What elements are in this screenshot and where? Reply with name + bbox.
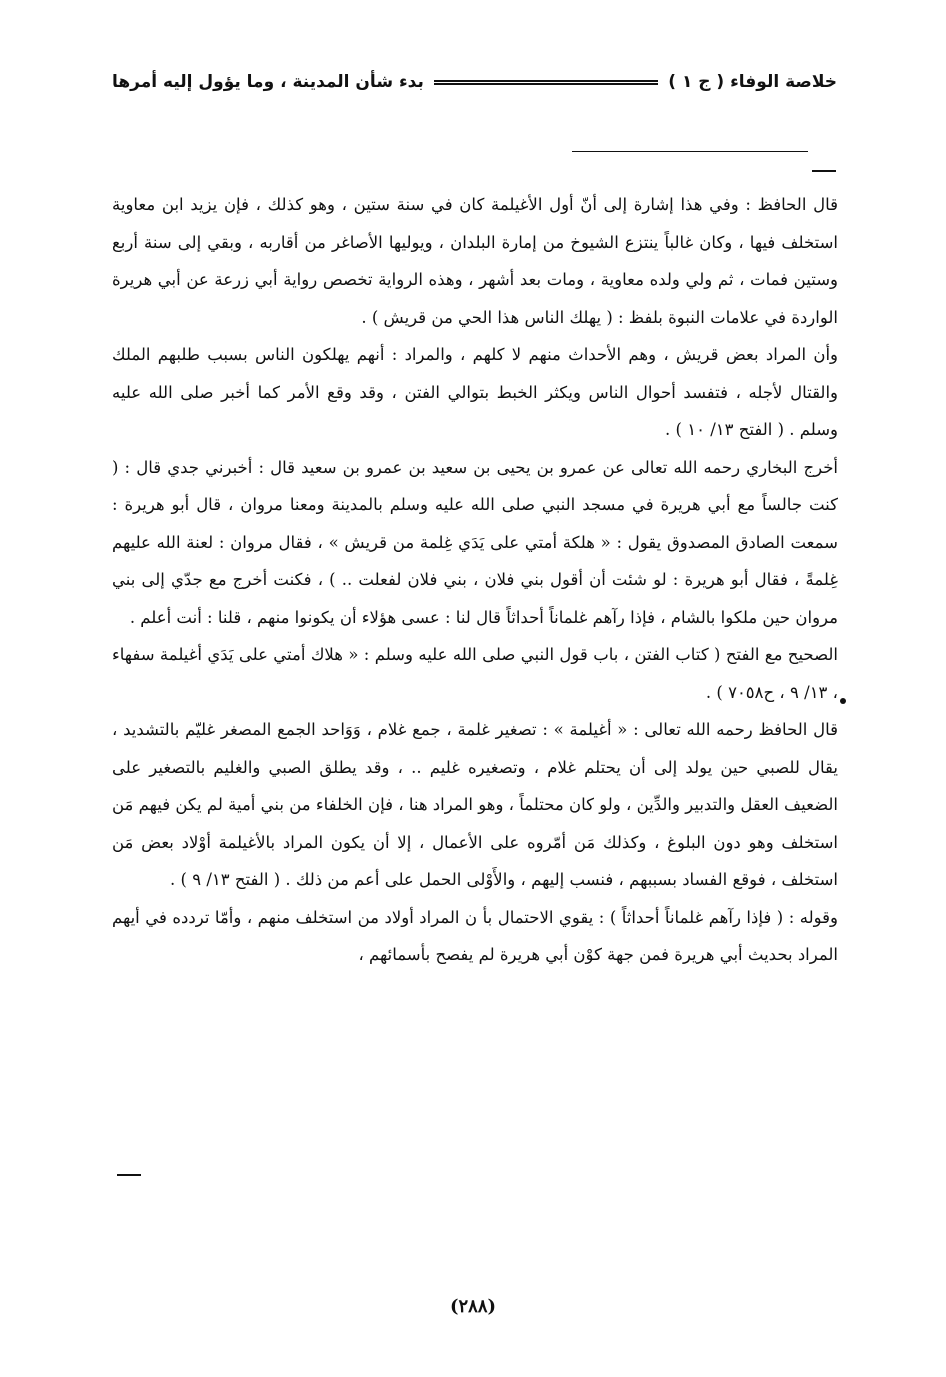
top-dash-mark — [812, 170, 836, 172]
paragraph: وقوله : ( فإذا رآهم غلماناً أحداثاً ) : يقوي الاحتمال بأ ن المراد أولاد من استخلف منهم ، وأمّا تردده في أيهم المراد بحديث أبي هريرة فمن جهة كوْن أبي هريرة لم يفصح بأسمائهم ، — [112, 907, 838, 964]
margin-dot — [840, 698, 846, 704]
top-rule — [572, 151, 808, 152]
book-title: خلاصة الوفاء ( ج ١ ) — [668, 72, 837, 92]
paragraph: الصحيح مع الفتح ( كتاب الفتن ، باب قول النبي صلى الله عليه وسلم : « هلاك أمتي على يَدَي أغيلمة سفهاء ، ١٣/ ٩ ، ح٧٠٥٨ ) . — [112, 645, 838, 702]
paragraph: قال الحافظ رحمه الله تعالى : « أغيلمة » : تصغير غلمة ، جمع غلام ، وَوَاحد الجمع المصغر غليّم بالتشديد ، يقال للصبي حين يولد إلى أن يحتلم غلام ، وتصغيره غليم .. ، وقد يطلق الصبي والغليم بالتصغير على الضعيف العقل والتدبير والدِّين ، ولو كان محتلماً ، وهو المراد هنا ، فإن الخلفاء من بني أمية لم يكن فيهم مَن استخلف وهو دون البلوغ ، وكذلك مَن أمّروه على الأعمال ، إلا أن يكون المراد بالأغيلمة أوْلاد بعض مَن استخلف ، فوقع الفساد بسببهم ، فنسب إليهم ، والأَوْلى الحمل على أعم من ذلك . ( الفتح ١٣/ ٩ ) . — [112, 720, 838, 889]
section-title: بدء شأن المدينة ، وما يؤول إليه أمرها — [112, 72, 424, 92]
header-divider — [434, 80, 658, 85]
body-text — [112, 186, 838, 974]
running-header — [112, 62, 837, 102]
bottom-dash-mark — [117, 1174, 141, 1176]
paragraph: أخرج البخاري رحمه الله تعالى عن عمرو بن يحيى بن سعيد بن عمرو بن سعيد قال : أخبرني جدي قال : ( كنت جالساً مع أبي هريرة في مسجد النبي صلى الله عليه وسلم بالمدينة ومعنا مروان ، قال أبو هريرة : سمعت الصادق المصدوق يقول : « هلكة أمتي على يَدَي غِلمة من قريش » ، فقال مروان : لعنة الله عليهم غِلمةً ، فقال أبو هريرة : لو شئت أن أقول بني فلان ، بني فلان لفعلت .. ) ، فكنت أخرج مع جدّي إلى بني مروان حين ملكوا بالشام ، فإذا رآهم غلماناً أحداثاً قال لنا : عسى هؤلاء أن يكونوا منهم ، قلنا : أنت أعلم . — [112, 457, 838, 627]
page-number: (٢٨٨) — [449, 1296, 497, 1317]
paragraph: قال الحافظ : وفي هذا إشارة إلى أنّ أول الأغيلمة كان في سنة ستين ، وهو كذلك ، فإن يزيد ابن معاوية استخلف فيها ، وكان غالباً ينتزع الشيوخ من إمارة البلدان ، ويوليها الأصاغر من أقاربه ، وبقي إلى سنة أربع وستين فمات ، ثم ولي ولده معاوية ، ومات بعد أشهر ، وهذه الرواية تخصص رواية أبي زرعة عن أبي هريرة الواردة في علامات النبوة بلفظ : ( يهلك الناس هذا الحي من قريش ) . — [112, 195, 838, 327]
paragraph: وأن المراد بعض قريش ، وهم الأحداث منهم لا كلهم ، والمراد : أنهم يهلكون الناس بسبب طلبهم الملك والقتال لأجله ، فتفسد أحوال الناس ويكثر الخبط بتوالي الفتن ، وقد وقع الأمر كما أخبر صلى الله عليه وسلم . ( الفتح ١٣/ ١٠ ) . — [112, 345, 838, 439]
